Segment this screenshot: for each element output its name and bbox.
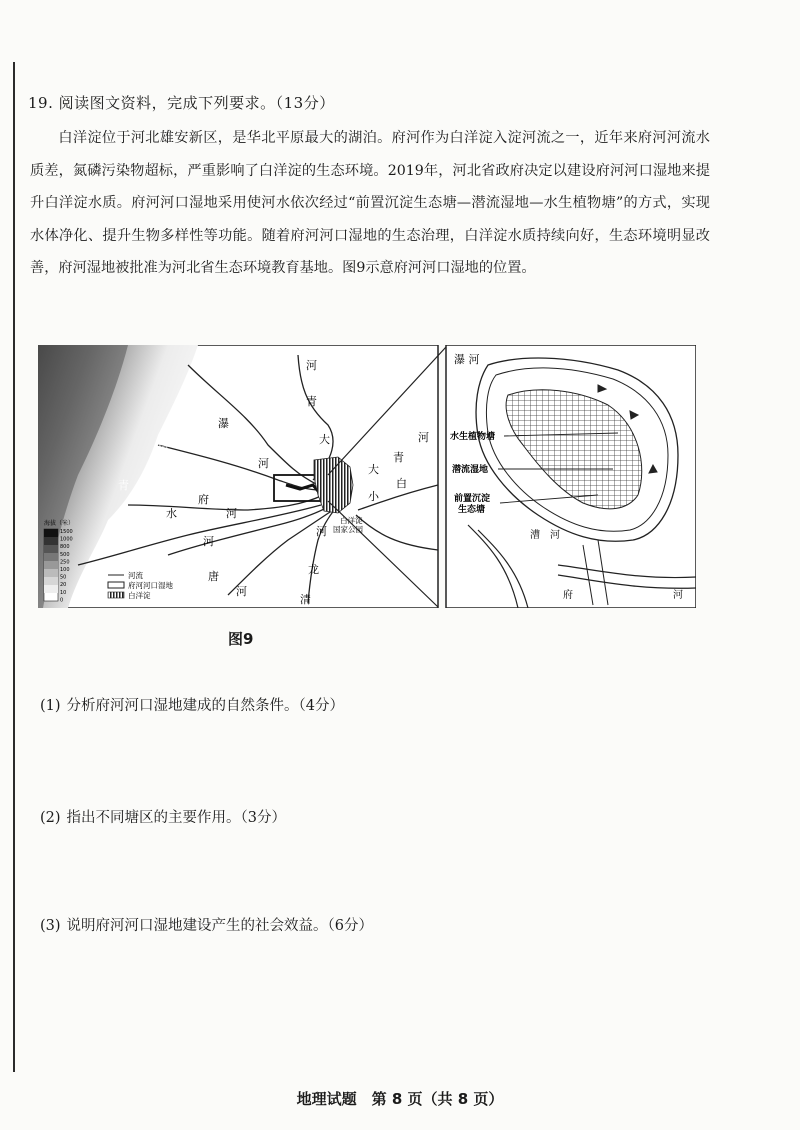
elevation-tick-label: 0 xyxy=(60,597,64,604)
callout-subsurface-wetland: 潜流湿地 xyxy=(452,465,489,475)
map-label: 唐 xyxy=(208,570,219,583)
subquestion-2 xyxy=(40,806,292,827)
map-label: 白 xyxy=(396,477,407,490)
map-label: 水 xyxy=(166,507,177,520)
right-map xyxy=(446,345,696,608)
right-map-label: 河 xyxy=(673,590,683,601)
elevation-tick-label: 1500 xyxy=(60,529,73,535)
map-label: 河 xyxy=(226,507,237,520)
right-map-label: 府 xyxy=(563,590,573,601)
subquestion-text: 说明府河河口湿地建设产生的社会效益。（6分） xyxy=(66,918,374,934)
subquestion-3 xyxy=(40,914,379,935)
legend-wetland: 府河河口湿地 xyxy=(128,581,173,590)
subquestion-number: (3) xyxy=(40,918,61,934)
map-label: 青 xyxy=(306,395,317,408)
map-label: 龙 xyxy=(308,563,319,576)
map-label: 小 xyxy=(368,490,379,503)
left-map xyxy=(38,345,438,608)
map-label: 渲 xyxy=(158,441,169,454)
right-map-label: 漕 xyxy=(530,530,540,541)
figure-caption: 图9 xyxy=(228,630,254,648)
map-label: 河 xyxy=(418,431,429,444)
page-footer: 地理试题 第 8 页（共 8 页） xyxy=(296,1090,504,1108)
question-paragraph xyxy=(30,122,710,285)
map-label: 瀑 xyxy=(218,417,229,430)
subquestion-text: 分析府河河口湿地建成的自然条件。（4分） xyxy=(66,698,345,714)
figure-9-svg xyxy=(38,345,696,608)
map-label: 清 xyxy=(300,593,311,606)
map-label: 河 xyxy=(258,457,269,470)
elevation-tick-label: 10 xyxy=(60,589,67,596)
question-text: 白洋淀位于河北雄安新区，是华北平原最大的湖泊。府河作为白洋淀入淀河流之一，近年来府河河流水质差，氮磷污染物超标，严重影响了白洋淀的生态环境。2019年，河北省政府决定以建设府河河口湿地来提升白洋淀水质。府河河口湿地采用使河水依次经过“前置沉淀生态塘—潜流湿地—水生植物塘”的方式，实现水体净化、提升生物多样性等功能。随着府河河口湿地的生态治理，白洋淀水质持续向好，生态环境明显改善，府河湿地被批准为河北省生态环境教育基地。图9示意府河河口湿地的位置。 xyxy=(30,130,710,276)
subquestion-number: (2) xyxy=(40,810,61,826)
subquestion-1 xyxy=(40,694,350,715)
subquestion-text: 指出不同塘区的主要作用。（3分） xyxy=(66,810,287,826)
map-label: 大 xyxy=(368,463,379,476)
binding-margin-line xyxy=(13,62,15,1072)
legend-river: 河流 xyxy=(128,571,143,580)
figure-9 xyxy=(38,345,696,608)
elevation-tick-label: 800 xyxy=(60,544,70,551)
baiyangdian-park-label: 白洋淀国家公园 xyxy=(333,516,363,534)
elevation-tick-label: 250 xyxy=(60,559,70,566)
map-label: 河 xyxy=(316,525,327,538)
map-label: 府 xyxy=(198,493,209,506)
map-label: 河 xyxy=(203,535,214,548)
map-label: 青 xyxy=(393,451,404,464)
callout-aquatic-plant-pond: 水生植物塘 xyxy=(450,432,496,442)
question-title: 19. 阅读图文资料，完成下列要求。（13分） xyxy=(28,94,335,112)
right-map-label: 河 xyxy=(550,530,560,541)
elevation-tick-label: 1000 xyxy=(60,536,73,543)
legend-baiyangdian: 白洋淀 xyxy=(128,591,151,600)
elevation-tick-label: 50 xyxy=(60,574,67,581)
elevation-tick-label: 500 xyxy=(60,551,70,558)
right-map-top-label: 瀑 河 xyxy=(454,353,480,366)
elevation-tick-label: 100 xyxy=(60,567,70,573)
callout-sedimentation-pond: 前置沉淀生态塘 xyxy=(454,494,491,515)
elevation-tick-label: 20 xyxy=(60,582,67,589)
subquestion-number: (1) xyxy=(40,698,61,714)
map-label: 青 xyxy=(118,479,129,492)
map-label: 河 xyxy=(236,585,247,598)
elevation-legend-title: 海拔（米） xyxy=(44,520,75,527)
map-label: 大 xyxy=(319,433,330,446)
map-label: 河 xyxy=(306,359,317,372)
